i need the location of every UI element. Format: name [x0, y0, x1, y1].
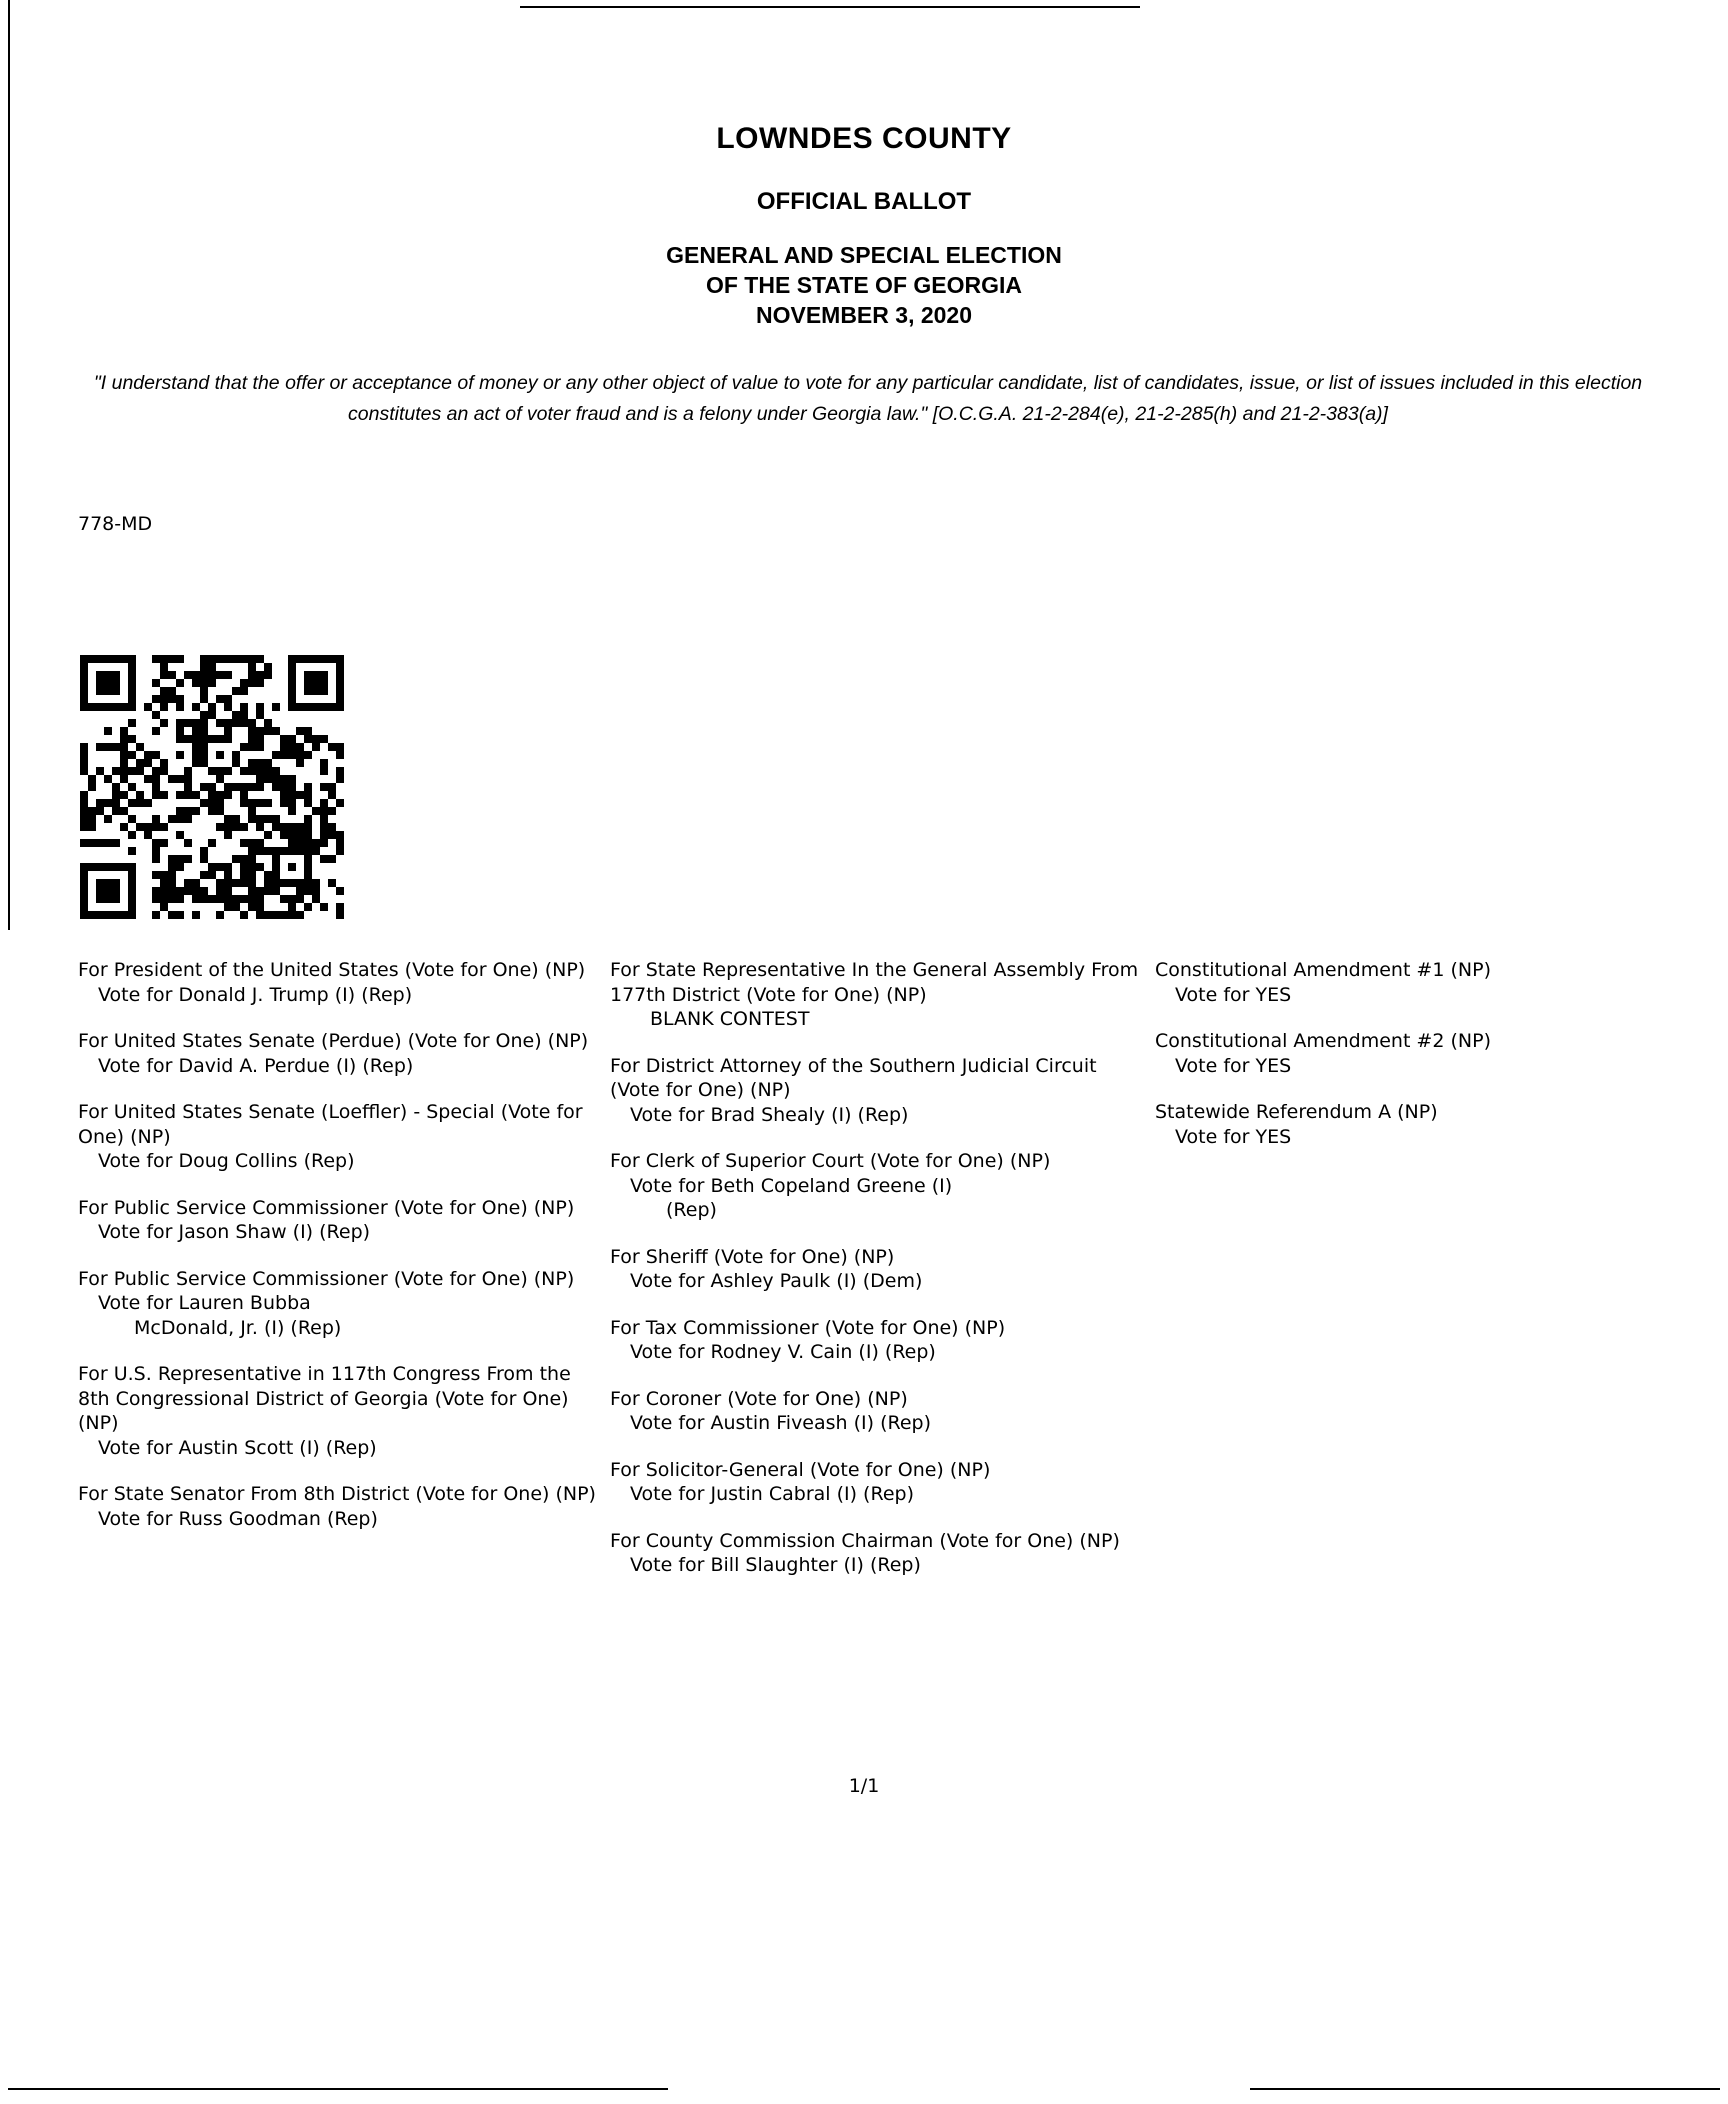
contest-block [610, 958, 1145, 1032]
selected-choice: Vote for Jason Shaw (I) (Rep) [98, 1221, 371, 1243]
contest-block [1155, 1029, 1655, 1078]
contest-block [610, 1149, 1145, 1223]
selected-choice: Vote for Austin Fiveash (I) (Rep) [630, 1412, 932, 1434]
selected-choice: Vote for Beth Copeland Greene (I) [630, 1174, 953, 1197]
contest-block [78, 1100, 608, 1174]
contest-block [1155, 958, 1655, 1007]
contest-title: For County Commission Chairman (Vote for One) (NP) [610, 1529, 1120, 1552]
contest-title: For Sheriff (Vote for One) (NP) [610, 1245, 895, 1268]
contest-block [610, 1387, 1145, 1436]
official-ballot-label: OFFICIAL BALLOT [756, 188, 972, 215]
selected-choice: Vote for David A. Perdue (I) (Rep) [98, 1054, 414, 1077]
selected-choice: Vote for YES [1175, 1054, 1292, 1077]
contest-block [78, 958, 608, 1007]
contest-title: For Coroner (Vote for One) (NP) [610, 1387, 908, 1410]
election-name-line1: GENERAL AND SPECIAL ELECTION [666, 242, 1062, 268]
contest-block [78, 1196, 608, 1245]
ballot-style-id: 778-MD [78, 513, 153, 535]
contest-title: For United States Senate (Loeffler) - Special (Vote for One) (NP) [78, 1101, 583, 1148]
contest-title: Statewide Referendum A (NP) [1155, 1101, 1438, 1123]
contest-title: For Public Service Commissioner (Vote for One) (NP) [78, 1196, 575, 1219]
contest-block [610, 1458, 1145, 1507]
selected-choice: Vote for Russ Goodman (Rep) [98, 1507, 378, 1530]
page-title-county: LOWNDES COUNTY [716, 122, 1012, 155]
contest-title: For President of the United States (Vote for One) (NP) [78, 959, 586, 981]
selected-choice: Vote for Doug Collins (Rep) [98, 1150, 355, 1172]
contest-block [78, 1267, 608, 1341]
contest-block [78, 1362, 608, 1460]
contest-block [610, 1316, 1145, 1365]
contest-block [610, 1529, 1145, 1578]
contest-title: Constitutional Amendment #1 (NP) [1155, 959, 1491, 981]
contest-title: For Solicitor-General (Vote for One) (NP) [610, 1458, 991, 1481]
selected-choice: Vote for Rodney V. Cain (I) (Rep) [630, 1341, 936, 1363]
selected-choice: Vote for Brad Shealy (I) (Rep) [630, 1103, 909, 1126]
election-name-line2: OF THE STATE OF GEORGIA [705, 272, 1023, 298]
contest-title: For State Representative In the General Assembly From 177th District (Vote for One) (NP) [610, 959, 1139, 1006]
contest-title: For District Attorney of the Southern Judicial Circuit (Vote for One) (NP) [610, 1054, 1097, 1101]
selected-choice-continued: McDonald, Jr. (I) (Rep) [134, 1316, 342, 1339]
contest-title: Constitutional Amendment #2 (NP) [1155, 1030, 1491, 1052]
selected-choice: Vote for Austin Scott (I) (Rep) [98, 1436, 377, 1459]
contest-title: For United States Senate (Perdue) (Vote for One) (NP) [78, 1030, 589, 1052]
contest-title: For Public Service Commissioner (Vote for One) (NP) [78, 1267, 575, 1290]
selected-choice: Vote for Lauren Bubba [98, 1292, 311, 1314]
contest-column-2 [610, 958, 1145, 1600]
selected-choice-continued: (Rep) [666, 1199, 717, 1221]
selected-choice: Vote for Justin Cabral (I) (Rep) [630, 1483, 914, 1505]
election-heading [0, 240, 1728, 330]
contest-title: For Tax Commissioner (Vote for One) (NP) [610, 1316, 1006, 1339]
contest-block [78, 1482, 608, 1531]
contest-block [78, 1029, 608, 1078]
qr-code [80, 655, 344, 919]
contest-title: For Clerk of Superior Court (Vote for One) (NP) [610, 1150, 1051, 1172]
contest-title: For State Senator From 8th District (Vote for One) (NP) [78, 1483, 596, 1505]
contest-column-3 [1155, 958, 1655, 1171]
contest-block [610, 1054, 1145, 1128]
contest-column-1 [78, 958, 608, 1553]
selected-choice: Vote for YES [1175, 1125, 1292, 1148]
voter-fraud-oath-text: "I understand that the offer or acceptance of money or any other object of value to vote for any particular candidate, list of candidates, issue, or list of issues included in this election constitutes an act of voter fraud and is a felony under Georgia law." [O.C.G.A. 21-2-284(e), 21-2-285(h) and 21-2-383(a)] [93, 372, 1643, 425]
selected-choice: Vote for Bill Slaughter (I) (Rep) [630, 1554, 921, 1576]
contest-block [610, 1245, 1145, 1294]
election-date: NOVEMBER 3, 2020 [755, 302, 973, 328]
selected-choice: Vote for Ashley Paulk (I) (Dem) [630, 1270, 923, 1292]
selected-choice: Vote for Donald J. Trump (I) (Rep) [98, 983, 413, 1006]
blank-contest-marker: BLANK CONTEST [650, 1008, 810, 1030]
page-number: 1/1 [848, 1775, 880, 1797]
contest-title: For U.S. Representative in 117th Congress From the 8th Congressional District of Georgia (Vote for One) (NP) [78, 1363, 571, 1434]
selected-choice: Vote for YES [1175, 983, 1292, 1006]
contest-block [1155, 1100, 1655, 1149]
